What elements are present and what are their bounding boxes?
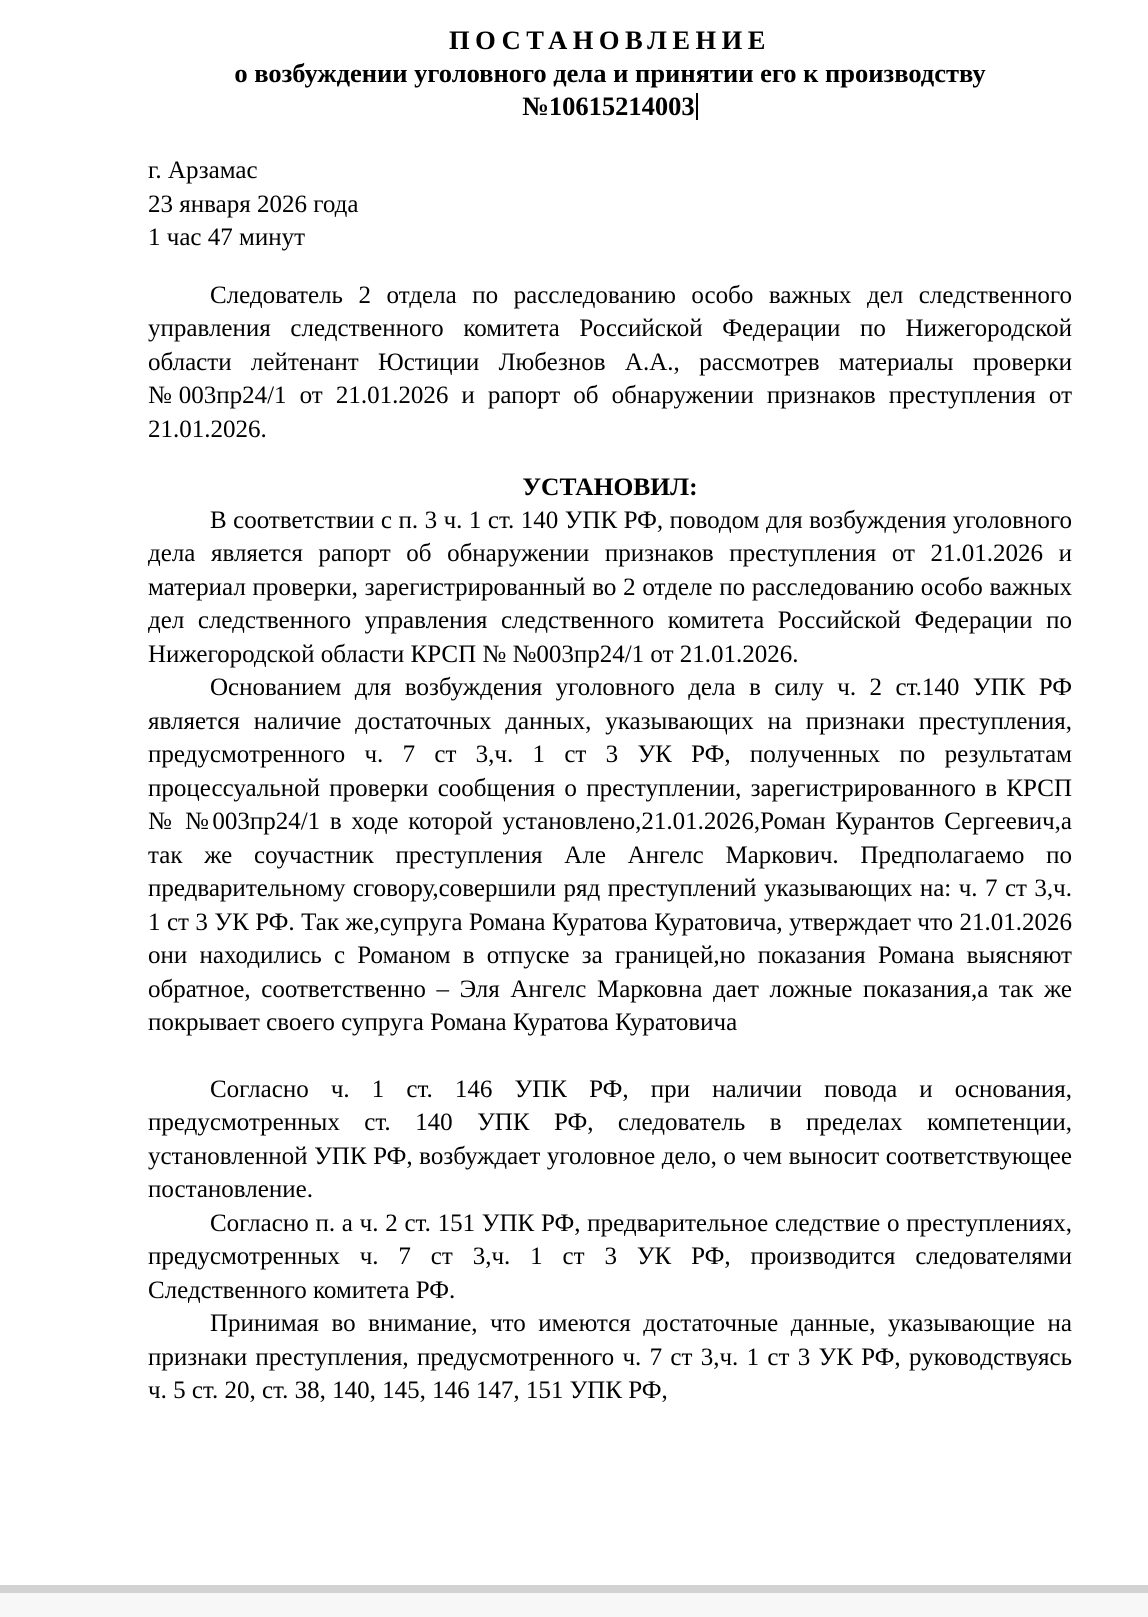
document-title-block <box>148 24 1072 123</box>
page-break-divider <box>0 1585 1148 1593</box>
date-line: 23 января 2026 года <box>148 190 359 218</box>
section-heading-ustanovil: УСТАНОВИЛ: <box>522 472 698 501</box>
text-caret <box>696 93 698 120</box>
body-paragraph-1: В соответствии с п. 3 ч. 1 ст. 140 УПК РФ, поводом для возбуждения уголовного дела является рапорт об обнаружении признаков преступления от 21.01.2026 и материал проверки, зарегистрированный во 2 отделе по расследованию особо важных дел следственного управления следственного комитета Российской Федерации по Нижегородской области КРСП № №003пр24/1 от 21.01.2026. <box>148 506 1072 668</box>
time-line: 1 час 47 минут <box>148 224 306 251</box>
next-page-top <box>0 1593 1148 1617</box>
spacer-between-paragraphs <box>148 1040 1072 1073</box>
document-content[interactable] <box>148 24 1072 1408</box>
body-paragraph-3: Согласно ч. 1 ст. 146 УПК РФ, при наличии повода и основания, предусмотренных ст. 140 УПК РФ, следователь в пределах компетенции, установленной УПК РФ, возбуждает уголовное дело, о чем выносит соответствующее постановление. <box>148 1075 1072 1203</box>
body-paragraph-4: Согласно п. а ч. 2 ст. 151 УПК РФ, предварительное следствие о преступлениях, предусмотренных ч. 7 ст 3,ч. 1 ст 3 УК РФ, производится следователями Следственного комитета РФ. <box>148 1209 1072 1304</box>
place-line: г. Арзамас <box>148 157 258 184</box>
preamble-paragraph: Следователь 2 отдела по расследованию особо важных дел следственного управления следственного комитета Российской Федерации по Нижегородской области лейтенант Юстиции Любезнов А.А., рассмотрев материалы проверки №003пр24/1 от 21.01.2026 и рапорт об обнаружении признаков преступления от 21.01.2026. <box>148 281 1072 443</box>
spacer-before-preamble <box>148 255 1072 279</box>
case-number: №10615214003 <box>522 91 695 121</box>
spacer-after-title <box>148 123 1072 154</box>
body-paragraph-5: Принимая во внимание, что имеются достаточные данные, указывающие на признаки преступления, предусмотренного ч. 7 ст 3,ч. 1 ст 3 УК РФ, руководствуясь ч. 5 ст. 20, ст. 38, 140, 145, 146 147, 151 УПК РФ, <box>148 1310 1072 1404</box>
page-title: ПОСТАНОВЛЕНИЕ <box>449 25 771 55</box>
spacer-before-section-heading <box>148 446 1072 470</box>
document-subtitle: о возбуждении уголовного дела и принятии его к производству <box>234 58 986 88</box>
body-paragraph-2: Основанием для возбуждения уголовного дела в силу ч. 2 ст.140 УПК РФ является наличие достаточных данных, указывающих на признаки преступления, предусмотренного ч. 7 ст 3,ч. 1 ст 3 УК РФ, полученных по результатам процессуальной проверки сообщения о преступлении, зарегистрированного в КРСП № №003пр24/1 в ходе которой установлено,21.01.2026,Роман Курантов Сергеевич,а так же соучастник преступления Але Ангелс Маркович. Предполагаемо по предварительному сговору,совершили ряд преступлений указывающих на: ч. 7 ст 3,ч. 1 ст 3 УК РФ. Так же,супруга Романа Куратова Куратовича, утверждает что 21.01.2026 они находились с Романом в отпуске за границей,но показания Романа выясняют обратное, соответственно – Эля Ангелс Марковна дает ложные показания,а так же покрывает своего супруга Романа Куратова Куратовича <box>148 674 1072 1036</box>
case-number-line[interactable] <box>148 90 1072 123</box>
document-meta-block <box>148 154 1072 255</box>
